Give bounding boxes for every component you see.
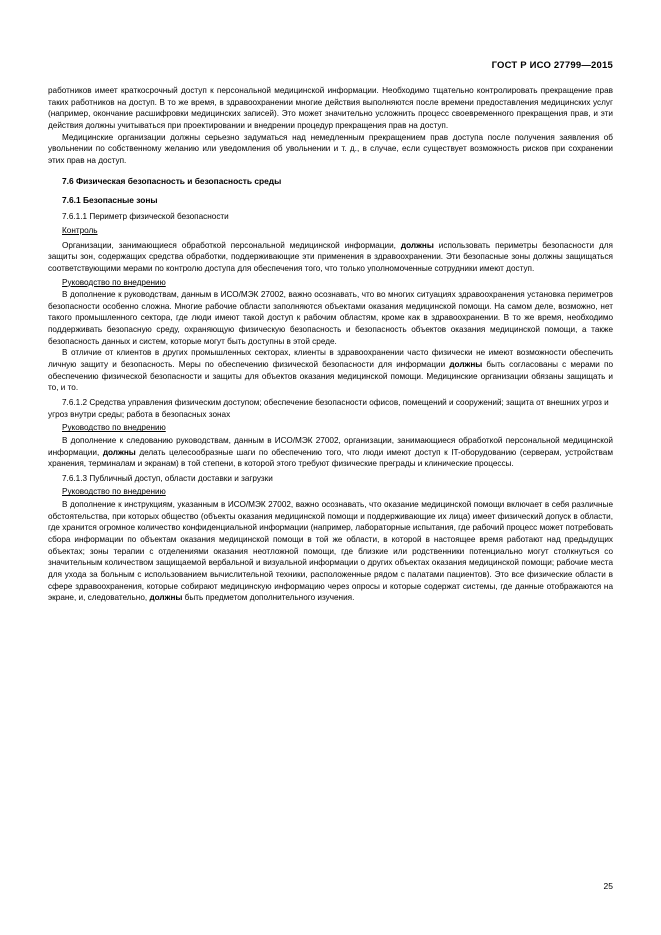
paragraph: работников имеет краткосрочный доступ к персональной медицинской информации. Необходимо тщательно контролировать прекращение прав таких работников на доступ. В то же время, в здравоохранении многие действия выполняются после времени предоставления медицинских услуг (например, окончание расшифровки медицинских записей). Это может значительно усложнить процесс своевременного прекращения прав, и эти действия должны учитываться при проектировании и внедрении процедур прекращения прав на доступ. bbox=[48, 86, 613, 130]
subheading-underlined: Контроль bbox=[62, 225, 98, 235]
paragraph: Медицинские организации должны серьезно задуматься над немедленным прекращением прав доступа после получения заявления об увольнении по собственному желанию или уведомления об увольнении и т. д., в случае, если существует возможность рисков при сохранении этих прав на доступ. bbox=[48, 132, 613, 165]
subheading-underlined: Руководство по внедрению bbox=[62, 423, 166, 433]
clause-heading: 7.6.1.1 Периметр физической безопасности bbox=[62, 212, 229, 222]
page-header: ГОСТ Р ИСО 27799—2015 bbox=[491, 60, 613, 71]
document-body bbox=[48, 85, 613, 604]
page-number: 25 bbox=[603, 881, 613, 891]
clause-heading: 7.6.1.3 Публичный доступ, области доставки и загрузки bbox=[62, 473, 273, 483]
clause-heading: 7.6.1.2 Средства управления физическим доступом; обеспечение безопасности офисов, помещений и сооружений; защита от внешних угроз и угроз внутри среды; работа в безопасных зонах bbox=[48, 397, 609, 419]
subsection-heading: 7.6.1 Безопасные зоны bbox=[62, 195, 158, 206]
section-heading: 7.6 Физическая безопасность и безопасность среды bbox=[62, 176, 282, 187]
paragraph: В дополнение к инструкциям, указанным в ИСО/МЭК 27002, важно осознавать, что оказание медицинской помощи включает в себя различные обстоятельства, при которых общество (объекты оказания медицинской помощи и поддерживающие их лица) имеет физический допуск в области, где хранится огромное количество конфиденциальной информации (например, лабораторные испытания, где рабочий процесс может потребовать сбора информации по объектам оказания медицинской помощи в той же области, в которой в настоящее время работают над предыдущих объектах; зоны терапии с отделениями оказания неотложной помощи, где близкие или родственники потенциально могут столкнуться со значительным количеством защищаемой вербальной и визуальной информации о других объектах оказания медицинской помощи; рабочие места для ухода за больным с использованием вычислительной техники, расположенные рядом с палатами пациентов). Это все физические области в сфере здравоохранения, которые собирают медицинскую информацию через опросы и которые содержат системы, где данные отображаются на экране, и, следовательно, должны быть предметом дополнительного изучения. bbox=[48, 500, 613, 603]
paragraph: В дополнение к следованию руководствам, данным в ИСО/МЭК 27002, организации, занимающиеся обработкой персональной медицинской информации, должны делать целесообразные шаги по обеспечению того, что люди имеют доступ к IT-оборудованию (серверам, устройствам хранения, терминалам и экранам) в той степени, в которой этого требуют физические преграды и клинические процессы. bbox=[48, 435, 613, 469]
subheading-underlined: Руководство по внедрению bbox=[62, 277, 166, 287]
paragraph: Организации, занимающиеся обработкой персональной медицинской информации, должны использовать периметры безопасности для защиты зон, содержащих средства обработки, поддерживающие эти применения в здравоохранении. Эти безопасные зоны должны защищаться соответствующими мерами по контролю доступа для обеспечения того, что только уполномоченные сотрудники имеют доступ. bbox=[48, 240, 613, 273]
paragraph: В отличие от клиентов в других промышленных секторах, клиенты в здравоохранении часто физически не имеют возможности обеспечить личную защиту и безопасность. Меры по обеспечению физической безопасности для информации должны быть согласованы с мерами по обеспечению физической безопасности и защиты для объектов оказания медицинской помощи. Медицинские организации обязаны защищать и то, и то. bbox=[48, 348, 613, 393]
subheading-underlined: Руководство по внедрению bbox=[62, 487, 166, 497]
paragraph: В дополнение к руководствам, данным в ИСО/МЭК 27002, важно осознавать, что во многих ситуациях здравоохранения установка периметров безопасности особенно сложна. Многие рабочие области заполняются объектами оказания медицинской помощи. На самом деле, возможно, нет такого промышленного сектора, где люди имеют такой доступ к рабочим областям, кроме как в здравоохранении. В то же время, необходимо поддерживать безопасную среду, охраняющую физическую безопасность и безопасность объектов оказания медицинской помощи, а также безопасность данных и систем, которые могут быть доступны в этой среде. bbox=[48, 290, 613, 346]
